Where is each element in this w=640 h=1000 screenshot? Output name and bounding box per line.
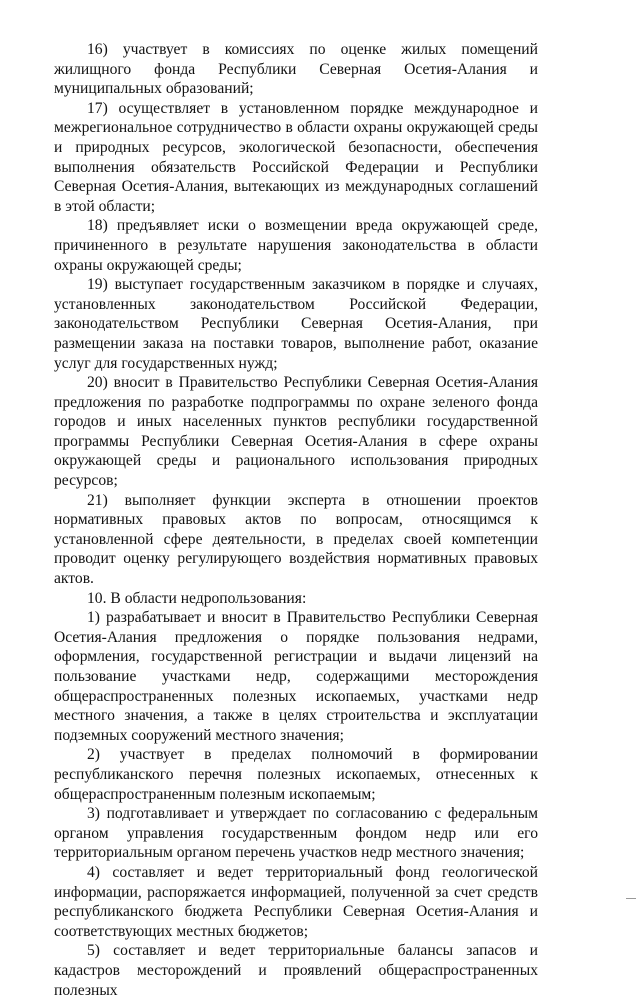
paragraph-item-1: 1) разрабатывает и вносит в Правительство Республики Северная Осетия-Алания предложения о порядке пользования недрами, оформления, государственной регистрации и выдачи лицензий на пользование участками недр, содержащими месторождения общераспространенных полезных ископаемых, участками недр местного значения, а также в целях строительства и эксплуатации подземных сооружений местного значения; [54, 609, 538, 744]
paragraph-item-3: 3) подготавливает и утверждает по согласованию с федеральным органом управления государственным фондом недр или его территориальным органом перечень участков недр местного значения; [54, 805, 538, 862]
document-page [54, 40, 538, 1000]
section-heading-10: 10. В области недропользования: [87, 589, 307, 607]
scan-edge-mark [626, 898, 636, 899]
paragraph-item-4: 4) составляет и ведет территориальный фонд геологической информации, распоряжается информацией, полученной за счет средств республиканского бюджета Республики Северная Осетия-Алания и соответствующих местных бюджетов; [54, 863, 538, 940]
paragraph-item-2: 2) участвует в пределах полномочий в формировании республиканского перечня полезных ископаемых, отнесенных к общераспространенным полезным ископаемым; [54, 746, 538, 803]
paragraph-item-16: 16) участвует в комиссиях по оценке жилых помещений жилищного фонда Республики Северная Осетия-Алания и муниципальных образований; [54, 41, 538, 98]
paragraph-item-20: 20) вносит в Правительство Республики Северная Осетия-Алания предложения по разработке подпрограммы по охране зеленого фонда городов и иных населенных пунктов республики государственной программы Республики Северная Осетия-Алания в сфере охраны окружающей среды и рационального использования природных ресурсов; [54, 374, 538, 490]
paragraph-item-18: 18) предъявляет иски о возмещении вреда окружающей среде, причиненного в результате нарушения законодательства в области охраны окружающей среды; [54, 217, 538, 274]
paragraph-item-5: 5) составляет и ведет территориальные балансы запасов и кадастров месторождений и проявлений общераспространенных полезных [54, 942, 538, 999]
paragraph-item-17: 17) осуществляет в установленном порядке международное и межрегиональное сотрудничество в области охраны окружающей среды и природных ресурсов, экологической безопасности, обеспечения выполнения обязательств Российской Федерации и Республики Северная Осетия-Алания, вытекающих из международных соглашений в этой области; [54, 99, 538, 215]
paragraph-item-21: 21) выполняет функции эксперта в отношении проектов нормативных правовых актов по вопросам, относящимся к установленной сфере деятельности, в пределах своей компетенции проводит оценку регулирующего воздействия нормативных правовых актов. [54, 491, 538, 588]
paragraph-item-19: 19) выступает государственным заказчиком в порядке и случаях, установленных законодательством Российской Федерации, законодательством Республики Северная Осетия-Алания, при размещении заказа на поставки товаров, выполнение работ, оказание услуг для государственных нужд; [54, 276, 538, 372]
